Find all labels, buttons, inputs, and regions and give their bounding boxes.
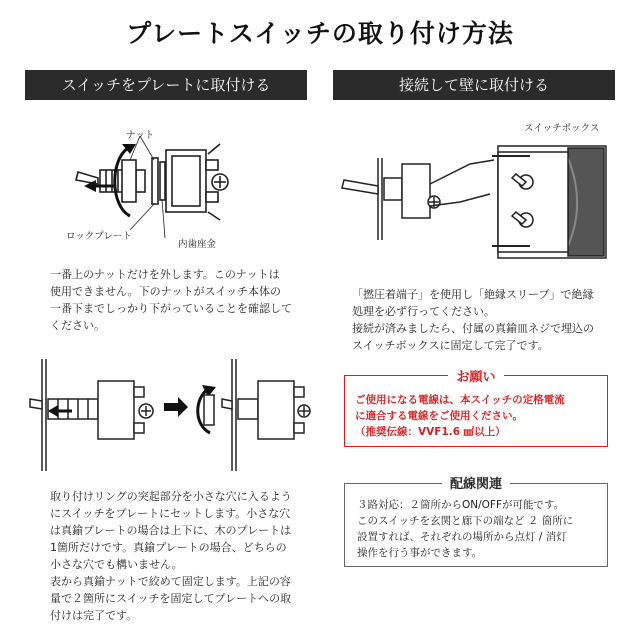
section-banner-left: スイッチをプレートに取付ける (25, 70, 307, 100)
right-instruction-1: 「撚圧着端子」を使用し「絶縁スリーブ」で絶縁 処理を必ず行ってください。 接続が済みましたら、付属の真鍮皿ネジで埋込の スイッチボックスに固定して完了です。 (352, 288, 594, 352)
left-instruction-1: 一番上のナットだけを外します。このナットは 使用できません。下のナットがスイッチ本体の 一番下までしっかり下がっていることを確認して ください。 (50, 268, 292, 332)
page-title: プレートスイッチの取り付け方法 (126, 19, 514, 48)
wiring-body: ３路対応：２箇所からON/OFFが可能です。 このスイッチを玄関と廊下の端など ２ 箇所に 設置すれば、それぞれの場所から点灯 / 消灯 操作を行う事ができます。 (357, 499, 574, 559)
lock-plate-label: ロックプレート (66, 231, 132, 242)
section-banner-right: 接続して壁に取付ける (333, 70, 615, 100)
inner-washer-label: 内歯座金 (178, 239, 217, 250)
nut-label: ナット (126, 130, 155, 141)
notice-body: ご使用になる電線は、本スイッチの定格電流 に適合する電線をご使用ください。 （推奨伝線：VVF1.6 ㎟以上） (355, 394, 565, 438)
wall-box-illustration (330, 128, 615, 268)
wiring-title: 配線関連 (442, 477, 510, 492)
wiring-box (344, 477, 608, 567)
notice-box (344, 370, 608, 447)
switch-box-label: スイッチボックス (524, 123, 600, 134)
plate-mounting-illustration (28, 355, 313, 475)
left-instruction-2: 取り付けリングの突起部分を小さな穴に入るよう にスイッチをプレートにセットします。小さな穴 は真鍮プレートの場合は上下に、木のプレートは 1箇所だけです。真鍮プレートの場合、どちらの 小さな穴でも構いません。 表から真鍮ナットで絞めて固定します。上記の容 量で２箇所にスイッチを固定してプレートへの取 付けは完了です。 (50, 490, 292, 622)
notice-title: お願い (448, 370, 503, 385)
